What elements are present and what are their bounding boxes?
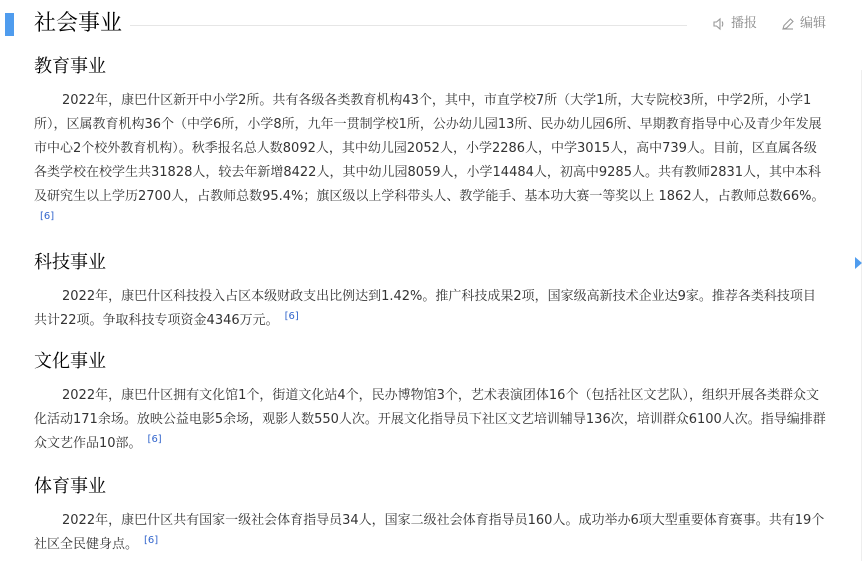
edit-button[interactable] <box>781 15 826 33</box>
section-title-culture: 文化事业 <box>34 351 106 372</box>
paragraph-education <box>34 89 826 233</box>
citation-link[interactable]: [6] <box>147 433 162 445</box>
title-accent-bar <box>5 13 14 36</box>
citation-link[interactable]: [6] <box>284 310 299 322</box>
expand-arrow-icon[interactable] <box>855 257 862 269</box>
pencil-icon <box>781 17 795 31</box>
paragraph-sports <box>34 509 826 557</box>
paragraph-text: 2022年，康巴什区共有国家一级社会体育指导员34人，国家二级社会体育指导员160人。成功举办6项大型重要体育赛事。共有19个社区全民健身点。 <box>34 513 825 552</box>
paragraph-technology <box>34 285 826 333</box>
play-audio-button[interactable] <box>712 15 757 33</box>
paragraph-culture <box>34 384 826 456</box>
paragraph-text: 2022年，康巴什区拥有文化馆1个，街道文化站4个，民办博物馆3个，艺术表演团体16个（包括社区文艺队），组织开展各类群众文化活动171余场。放映公益电影5余场，观影人数550人次。开展文化指导员下社区文艺培训辅导136次，培训群众6100人次。指导编排群众文艺作品10部。 <box>34 388 826 451</box>
paragraph-text: 2022年，康巴什区新开中小学2所。共有各级各类教育机构43个，其中，市直学校7所（大学1所，大专院校3所，中学2所，小学1所），区属教育机构36个（中学6所，小学8所，九年一贯制学校1所，公办幼儿园13所、民办幼儿园6所、早期教育指导中心及青少年发展市中心2个校外教育机构）。秋季报名总人数8092人，其中幼儿园2052人，小学2286人，中学3015人，高中739人。目前，区直属各级各类学校在校学生共31828人，较去年新增8422人，其中幼儿园8059人，小学14484人，初高中9285人。共有教师2831人，其中本科及研究生以上学历2700人，占教师总数95.4%；旗区级以上学科带头人、教学能手、基本功大赛一等奖以上 1862人，占教师总数66%。 <box>34 93 825 204</box>
citation-link[interactable]: [6] <box>40 210 55 222</box>
paragraph-text: 2022年，康巴什区科技投入占区本级财政支出比例达到1.42%。推广科技成果2项，国家级高新技术企业达9家。推荐各类科技项目共计22项。争取科技专项资金4346万元。 <box>34 289 816 328</box>
edit-label: 编辑 <box>800 16 827 31</box>
citation-link[interactable]: [6] <box>144 534 159 546</box>
play-label: 播报 <box>731 16 758 31</box>
section-title-sports: 体育事业 <box>34 476 106 497</box>
speaker-icon <box>712 17 726 31</box>
page-title: 社会事业 <box>34 11 123 36</box>
section-header <box>0 0 862 50</box>
title-divider <box>130 25 687 26</box>
section-title-technology: 科技事业 <box>34 252 106 273</box>
section-title-education: 教育事业 <box>34 56 106 77</box>
